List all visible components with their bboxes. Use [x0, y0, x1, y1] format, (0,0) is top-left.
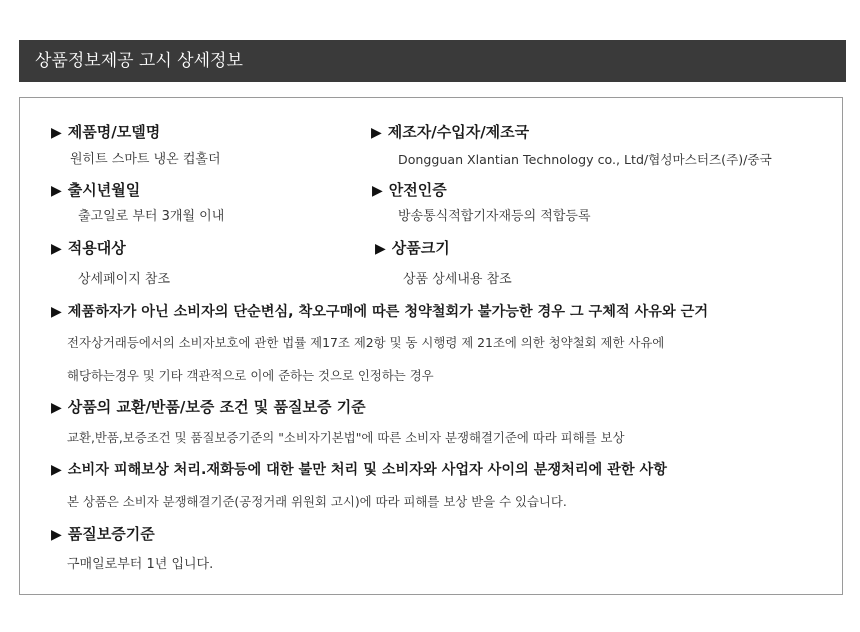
value-safety-cert: 방송통식적합기자재등의 적합등록 [398, 209, 591, 224]
bullet-triangle-icon: ▶ [375, 241, 386, 257]
heading-manufacturer [371, 122, 529, 143]
value-size: 상품 상세내용 참조 [403, 272, 512, 287]
section-header [19, 40, 846, 82]
value-target: 상세페이지 참조 [78, 272, 171, 287]
value-quality: 구매일로부터 1년 입니다. [67, 557, 214, 572]
heading-quality [51, 524, 155, 545]
value-manufacturer: Dongguan Xlantian Technology co., Ltd/협성마스터즈(주)/중국 [398, 152, 772, 167]
heading-label: 적용대상 [67, 239, 126, 257]
heading-target [51, 238, 126, 259]
heading-label: 품질보증기준 [67, 525, 155, 543]
bullet-triangle-icon: ▶ [51, 527, 62, 543]
heading-label: 출시년월일 [67, 181, 141, 199]
heading-label: 소비자 피해보상 처리.재화등에 대한 불만 처리 및 소비자와 사업자 사이의 분쟁처리에 관한 사항 [67, 462, 667, 478]
bullet-triangle-icon: ▶ [51, 400, 62, 416]
heading-label: 안전인증 [388, 181, 447, 199]
heading-label: 제품명/모델명 [67, 123, 161, 141]
value-release-date: 출고일로 부터 3개월 이내 [78, 209, 225, 224]
bullet-triangle-icon: ▶ [51, 241, 62, 257]
value-exchange: 교환,반품,보증조건 및 품질보증기준의 "소비자기본법"에 따른 소비자 분쟁해결기준에 따라 피해를 보상 [67, 430, 625, 445]
bullet-triangle-icon: ▶ [371, 125, 382, 141]
value-model-name: 원히트 스마트 냉온 컵홀더 [70, 152, 221, 167]
heading-damage [51, 460, 667, 480]
value-withdrawal-line1: 전자상거래등에서의 소비자보호에 관한 법률 제17조 제2항 및 동 시행령 제 21조에 의한 청약철회 제한 사유에 [67, 335, 665, 350]
heading-withdrawal [51, 302, 708, 322]
bullet-triangle-icon: ▶ [51, 183, 62, 199]
heading-safety-cert [372, 180, 447, 201]
value-withdrawal-line2: 해당하는경우 및 기타 객관적으로 이에 준하는 것으로 인정하는 경우 [67, 368, 434, 383]
section-title: 상품정보제공 고시 상세정보 [35, 51, 243, 71]
bullet-triangle-icon: ▶ [372, 183, 383, 199]
heading-model-name [51, 122, 160, 143]
heading-size [375, 238, 450, 259]
heading-label: 제품하자가 아닌 소비자의 단순변심, 착오구매에 따른 청약철회가 불가능한 경우 그 구체적 사유와 근거 [67, 304, 709, 320]
heading-label: 상품크기 [391, 239, 450, 257]
bullet-triangle-icon: ▶ [51, 304, 62, 320]
value-damage: 본 상품은 소비자 분쟁해결기준(공정거래 위원회 고시)에 따라 피해를 보상 받을 수 있습니다. [67, 494, 567, 509]
bullet-triangle-icon: ▶ [51, 125, 62, 141]
bullet-triangle-icon: ▶ [51, 462, 62, 478]
heading-label: 상품의 교환/반품/보증 조건 및 품질보증 기준 [67, 398, 366, 416]
heading-label: 제조자/수입자/제조국 [387, 123, 530, 141]
heading-release-date [51, 180, 140, 201]
heading-exchange [51, 397, 366, 418]
